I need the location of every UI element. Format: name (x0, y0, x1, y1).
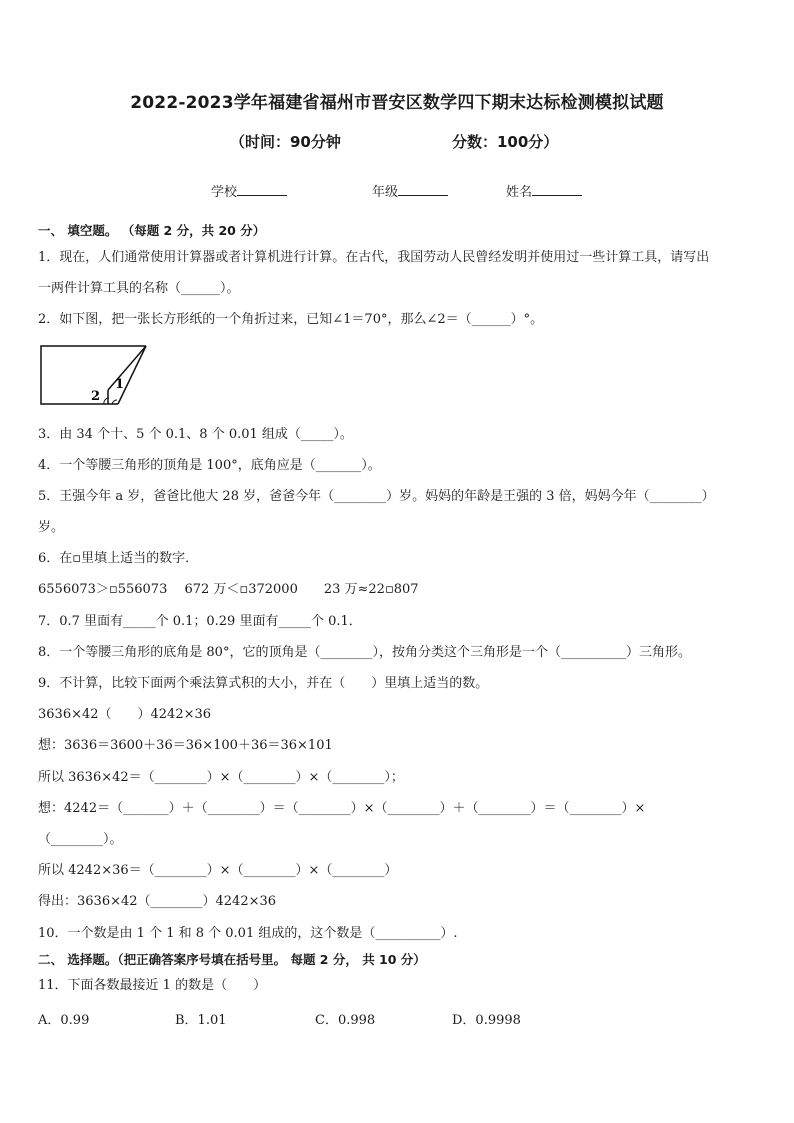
question-2: 2．如下图，把一张长方形纸的一个角折过来，已知∠1＝70°，那么∠2＝（______）°。 (38, 312, 544, 327)
school-field (211, 181, 287, 200)
section1-heading: 一、 填空题。 （每题 2 分，共 20 分） (38, 223, 266, 238)
school-blank (237, 183, 287, 196)
question-9-think-2b: （________）。 (38, 832, 123, 847)
question-9-so-2: 所以 4242×36＝（________）×（________）×（________） (38, 863, 398, 878)
folded-rectangle-figure (38, 340, 153, 410)
question-11: 11．下面各数最接近 1 的数是（ ） (38, 978, 267, 993)
question-9-expression: 3636×42（ ）4242×36 (38, 707, 212, 722)
exam-score: 分数：100分） (452, 133, 559, 151)
question-9: 9．不计算，比较下面两个乘法算式积的大小，并在（ ）里填上适当的数。 (38, 676, 489, 691)
question-6: 6．在▫里填上适当的数字． (38, 551, 199, 566)
question-7: 7．0.7 里面有_____个 0.1；0.29 里面有_____个 0.1． (38, 614, 362, 629)
question-8: 8．一个等腰三角形的底角是 80°，它的顶角是（________），按角分类这个三角形是一个（__________）三角形。 (38, 645, 691, 660)
grade-label: 年级 (372, 185, 399, 200)
option-a: A．0.99 (38, 1013, 90, 1028)
question-5-line1: 5．王强今年 a 岁，爸爸比他大 28 岁，爸爸今年（________）岁。妈妈的年龄是王强的 3 倍，妈妈今年（________） (38, 489, 715, 504)
name-blank (532, 183, 582, 196)
grade-field (372, 181, 448, 200)
question-4: 4．一个等腰三角形的顶角是 100°，底角应是（_______）。 (38, 458, 381, 473)
school-label: 学校 (211, 185, 238, 200)
grade-blank (398, 183, 448, 196)
exam-title: 2022-2023学年福建省福州市晋安区数学四下期末达标检测模拟试题 (130, 93, 664, 113)
option-c: C．0.998 (315, 1013, 376, 1028)
question-5-line2: 岁。 (38, 520, 65, 535)
question-6-items: 6556073＞▫556073 672 万＜▫372000 23 万≈22▫807 (38, 582, 419, 597)
angle-1-label: 1 (115, 377, 125, 392)
question-10: 10．一个数是由 1 个 1 和 8 个 0.01 组成的，这个数是（__________）. (38, 926, 458, 941)
section2-heading: 二、 选择题。（把正确答案序号填在括号里。 每题 2 分， 共 10 分） (38, 952, 426, 967)
option-d: D．0.9998 (452, 1013, 521, 1028)
option-b: B．1.01 (175, 1013, 227, 1028)
name-label: 姓名 (506, 185, 533, 200)
question-1-line1: 1．现在，人们通常使用计算器或者计算机进行计算。在古代，我国劳动人民曾经发明并使用过一些计算工具，请写出 (38, 250, 710, 265)
question-9-so-1: 所以 3636×42＝（________）×（________）×（________）； (38, 770, 404, 785)
question-9-think-1: 想：3636＝3600＋36＝36×100＋36＝36×101 (38, 738, 333, 753)
question-9-result: 得出：3636×42（________）4242×36 (38, 894, 277, 909)
question-1-line2: 一两件计算工具的名称（______）。 (38, 281, 240, 296)
name-field (506, 181, 582, 200)
angle-2-label: 2 (91, 389, 101, 404)
exam-time: （时间：90分钟 (230, 133, 341, 151)
question-3: 3．由 34 个十、5 个 0.1、8 个 0.01 组成（_____）。 (38, 427, 353, 442)
question-9-think-2: 想：4242＝（_______）＋（________）＝（________）×（________）＋（________）＝（________）× (38, 801, 646, 816)
